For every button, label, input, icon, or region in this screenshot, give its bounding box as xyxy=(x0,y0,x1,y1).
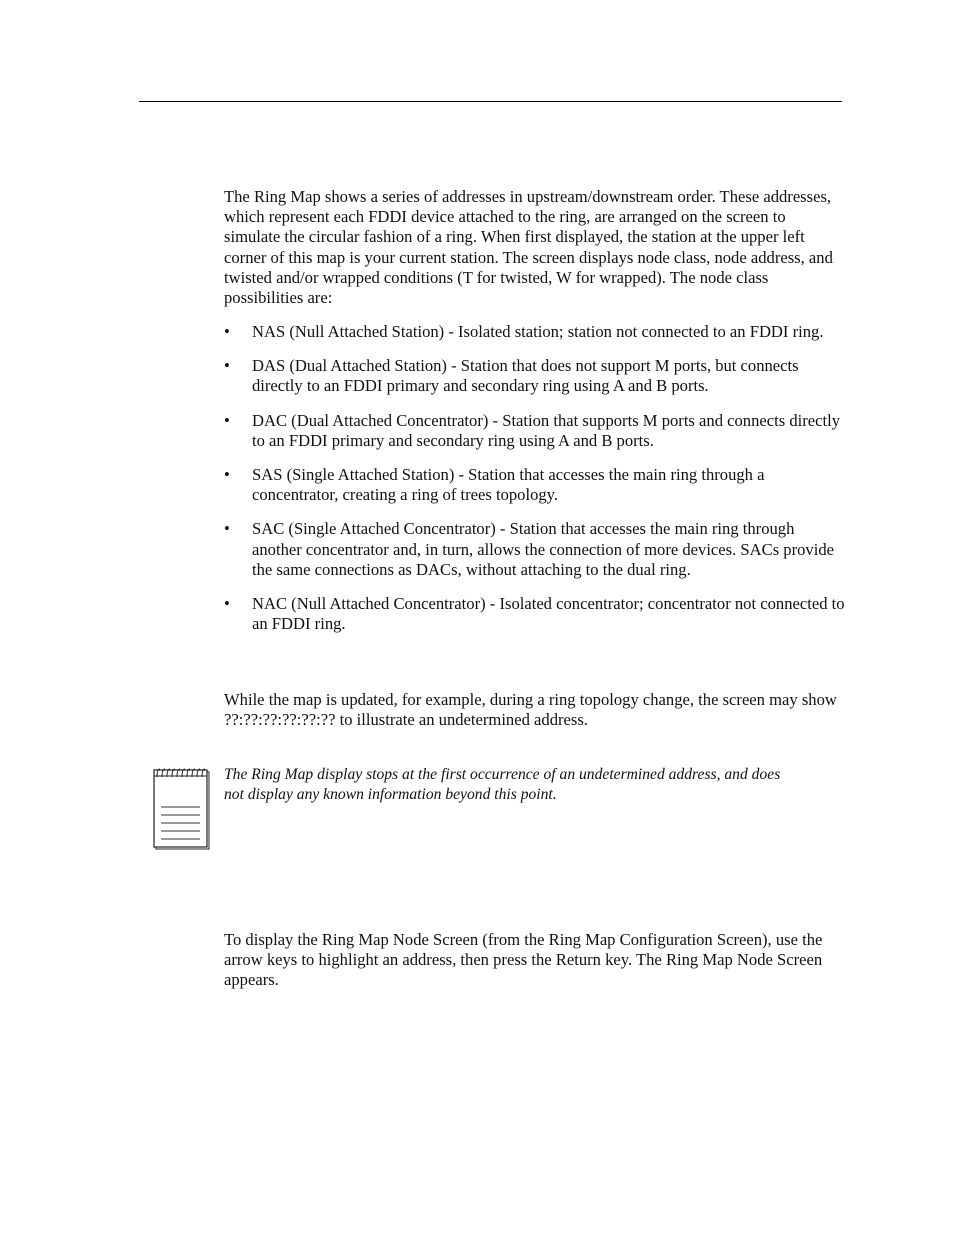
list-item xyxy=(224,356,846,396)
header-rule xyxy=(139,101,842,102)
node-class-list xyxy=(224,322,846,648)
bullet-glyph: • xyxy=(224,410,230,430)
note-text: The Ring Map display stops at the first occurrence of an undetermined address, and does not display any known information beyond this point. xyxy=(224,766,781,804)
bullet-glyph: • xyxy=(224,322,230,341)
bullet-glyph: • xyxy=(224,519,230,539)
bullet-glyph: • xyxy=(224,594,230,614)
list-item xyxy=(224,411,846,451)
list-item-text: SAC (Single Attached Concentrator) - Station that accesses the main ring through another concentrator and, in turn, allows the connection of more devices. SACs provide the same connections as DACs, without attaching to the dual ring. xyxy=(252,519,834,579)
bullet-glyph: • xyxy=(224,465,230,485)
list-item-text: DAS (Dual Attached Station) - Station that does not support M ports, but connects directly to an FDDI primary and secondary ring using A and B ports. xyxy=(252,356,799,396)
list-item xyxy=(224,594,846,634)
list-item xyxy=(224,465,846,505)
list-item xyxy=(224,519,846,580)
notepad-icon xyxy=(152,766,212,852)
display-paragraph: To display the Ring Map Node Screen (from the Ring Map Configuration Screen), use the arrow keys to highlight an address, then press the Return key. The Ring Map Node Screen appears. xyxy=(224,930,823,990)
list-item-text: SAS (Single Attached Station) - Station that accesses the main ring through a concentrator, creating a ring of trees topology. xyxy=(252,465,765,505)
intro-paragraph: The Ring Map shows a series of addresses in upstream/downstream order. These addresses, which represent each FDDI device attached to the ring, are arranged on the screen to simulate the circular fashion of a ring. When first displayed, the station at the upper left corner of this map is your current station. The screen displays node class, node address, and twisted and/or wrapped conditions (T for twisted, W for wrapped). The node class possibilities are: xyxy=(224,187,833,308)
update-paragraph: While the map is updated, for example, during a ring topology change, the screen may show ??:??:??:??:??:?? to illustrate an undetermined address. xyxy=(224,690,837,730)
list-item xyxy=(224,322,846,342)
list-item-text: NAS (Null Attached Station) - Isolated station; station not connected to an FDDI ring. xyxy=(252,322,824,341)
list-item-text: NAC (Null Attached Concentrator) - Isolated concentrator; concentrator not connected to an FDDI ring. xyxy=(252,594,845,634)
bullet-glyph: • xyxy=(224,356,230,376)
list-item-text: DAC (Dual Attached Concentrator) - Station that supports M ports and connects directly to an FDDI primary and secondary ring using A and B ports. xyxy=(252,410,841,450)
